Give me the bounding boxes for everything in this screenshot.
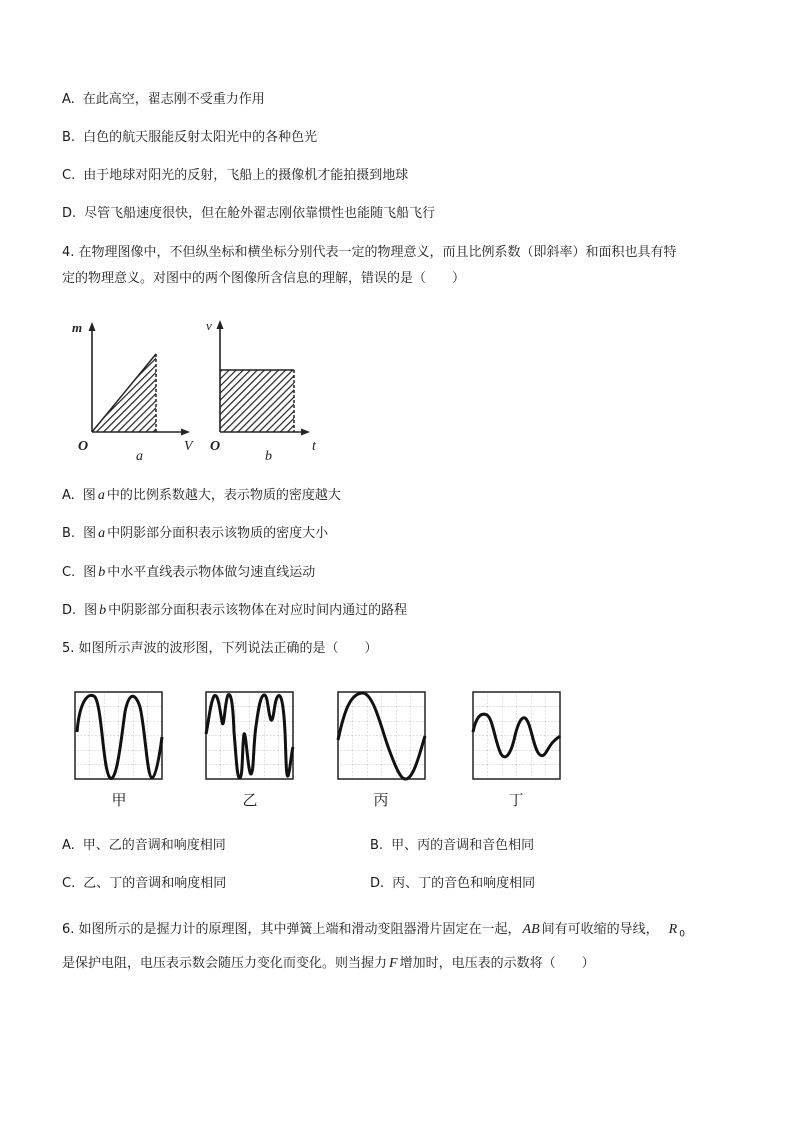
q6-stem-line2 (62, 955, 595, 973)
q6-text: 增加时，电压表的示数将（ ） (399, 956, 595, 971)
option-variable: a (98, 526, 106, 541)
option-text: 白色的航天服能反射太阳光中的各种色光 (83, 130, 318, 145)
option-variable: b (98, 565, 106, 580)
graph-a-x-label: V (184, 439, 193, 454)
q4-stem-line1: 4. 在物理图像中，不但纵坐标和横坐标分别代表一定的物理意义，而且比例系数（即斜率）和面积也具有特 (62, 245, 677, 260)
option-key: A. (62, 488, 75, 503)
option-key: C. (62, 168, 76, 183)
q3-option-c (62, 167, 408, 185)
q6-variable-f: F (389, 956, 398, 971)
graph-a (72, 320, 194, 464)
option-text: 由于地球对阳光的反射，飞船上的摄像机才能拍摄到地球 (83, 168, 409, 183)
q4-option-d (62, 602, 407, 620)
graph-a-caption: a (136, 449, 143, 464)
graph-b-origin: O (210, 439, 221, 454)
q4-graphs (60, 312, 340, 468)
option-text: 中阴影部分面积表示该物体在对应时间内通过的路程 (108, 603, 408, 618)
q6-variable-ab: AB (522, 922, 540, 937)
option-text-pre: 图 (82, 488, 96, 503)
q6-variable-r0 (667, 922, 685, 940)
q6-variable-r: R (668, 922, 678, 937)
wave-label-yi: 乙 (242, 791, 258, 809)
q3-option-d (62, 205, 435, 223)
option-key: A. (62, 838, 75, 853)
q5-option-a (62, 837, 226, 855)
wave-bing-panel (338, 692, 425, 779)
q5-option-d (370, 875, 535, 893)
q4-option-c (62, 564, 315, 582)
wave-label-bing: 丙 (373, 791, 389, 809)
option-text: 中阴影部分面积表示该物质的密度大小 (107, 526, 329, 541)
option-text-pre: 图 (83, 565, 97, 580)
q5-stem: 5. 如图所示声波的波形图，下列说法正确的是（ ） (62, 641, 378, 656)
option-key: C. (62, 565, 76, 580)
option-text: 在此高空，翟志刚不受重力作用 (82, 92, 265, 107)
wave-label-ding: 丁 (508, 791, 524, 809)
option-text: 中的比例系数越大，表示物质的密度越大 (106, 488, 341, 503)
q4-option-b (62, 525, 328, 543)
option-key: C. (62, 876, 76, 891)
option-key: D. (370, 876, 385, 891)
option-text: 丙、丁的音色和响度相同 (392, 876, 536, 891)
option-text: 甲、乙的音调和响度相同 (82, 838, 226, 853)
option-variable: b (99, 603, 107, 618)
q6-text: 间有可收缩的导线， (541, 922, 659, 937)
graph-b-x-label: t (312, 439, 316, 454)
option-key: D. (62, 603, 77, 618)
graph-b-x-arrow (301, 429, 310, 436)
q3-option-b (62, 129, 317, 147)
graph-b-shaded-area (220, 370, 294, 432)
graph-b-caption: b (265, 449, 272, 464)
option-text: 乙、丁的音调和响度相同 (83, 876, 227, 891)
q6-stem-line1 (62, 921, 685, 944)
graph-a-x-arrow (181, 429, 190, 436)
q5-waveforms (70, 686, 570, 786)
option-key: A. (62, 92, 75, 107)
graph-a-y-arrow (89, 322, 96, 331)
option-key: B. (62, 526, 76, 541)
q4-option-a (62, 487, 341, 505)
q6-variable-r-sub: 0 (679, 929, 685, 940)
wave-jia-panel (75, 692, 162, 779)
q6-text: 6. 如图所示的是握力计的原理图，其中弹簧上端和滑动变阻器滑片固定在一起， (62, 922, 521, 937)
option-text: 尽管飞船速度很快，但在舱外翟志刚依靠惯性也能随飞船飞行 (84, 206, 436, 221)
q3-option-a (62, 91, 265, 109)
wave-yi-panel (206, 692, 293, 779)
graph-b-y-arrow (217, 320, 224, 329)
option-text: 中水平直线表示物体做匀速直线运动 (107, 565, 316, 580)
graph-a-y-label: m (72, 320, 83, 335)
wave-label-jia: 甲 (111, 791, 127, 809)
option-text: 甲、丙的音调和音色相同 (391, 838, 535, 853)
option-key: B. (370, 838, 384, 853)
graph-b (206, 318, 317, 464)
option-text-pre: 图 (83, 526, 97, 541)
option-key: B. (62, 130, 76, 145)
option-variable: a (97, 488, 105, 503)
wave-ding-panel (473, 692, 560, 779)
option-key: D. (62, 206, 77, 221)
q6-text: 是保护电阻，电压表示数会随压力变化而变化。则当握力 (62, 956, 388, 971)
wave-bing-grid (338, 692, 425, 779)
option-text-pre: 图 (84, 603, 98, 618)
graph-b-y-label: v (206, 318, 212, 333)
q5-option-b (370, 837, 534, 855)
graph-a-origin: O (78, 439, 89, 454)
q5-option-c (62, 875, 226, 893)
q4-stem-line2: 定的物理意义。对图中的两个图像所含信息的理解，错误的是（ ） (62, 271, 466, 286)
